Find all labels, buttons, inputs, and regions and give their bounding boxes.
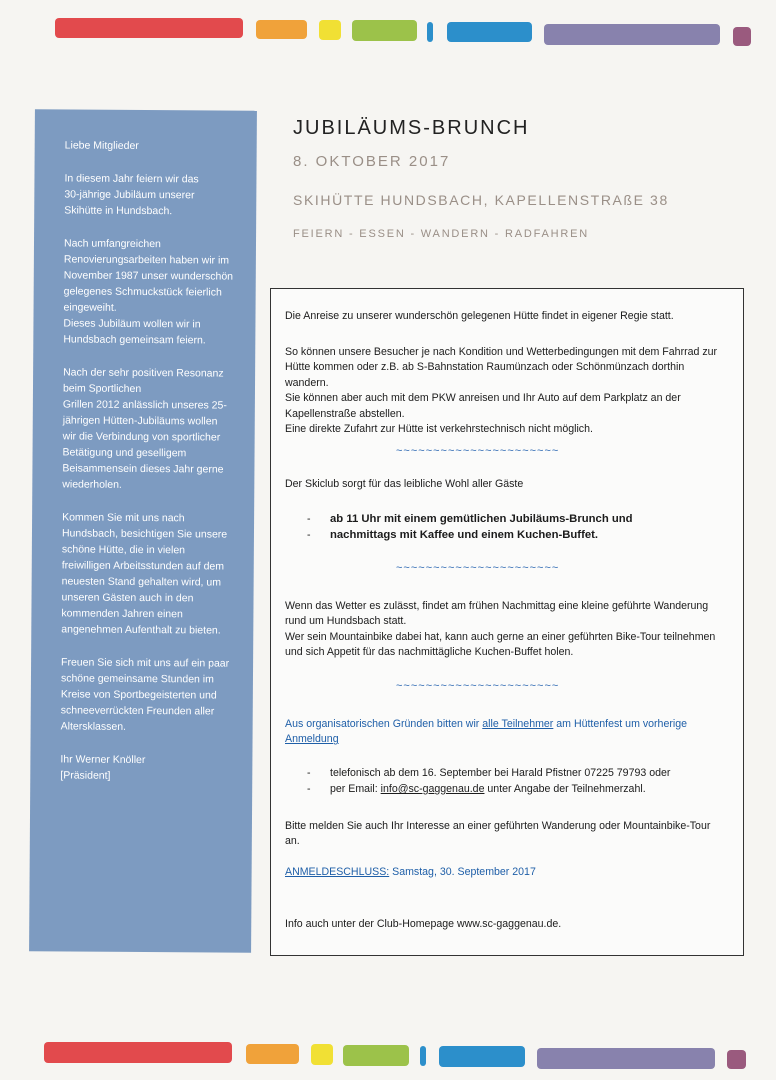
sidebar-paragraph: Freuen Sie sich mit uns auf ein paar schöne gemeinsame Stunden im Kreise von Sportbegeisterten und schneeverrückten Freunden aller Altersklassen.: [60, 656, 230, 733]
email-note: unter Angabe der Teilnehmerzahl.: [484, 783, 646, 795]
page-title: JUBILÄUMS-BRUNCH: [293, 117, 530, 139]
info-box: [270, 288, 744, 956]
registration-text: am Hüttenfest um vorherige: [553, 718, 688, 730]
sidebar-paragraph: Nach umfangreichen Renovierungsarbeiten haben wir im November 1987 unser wunderschön gelegenes Schmuckstück feierlich eingeweiht. Dieses Jubiläum wollen wir in Hundsbach gemeinsam feiern.: [63, 237, 234, 347]
brunch-item: ab 11 Uhr mit einem gemütlichen Jubiläums-Brunch und: [330, 513, 633, 525]
top-stripe-yellow: [319, 20, 341, 40]
deadline-value: Samstag, 30. September 2017: [389, 866, 536, 878]
bottom-stripe-tick: [420, 1046, 426, 1066]
bottom-stripe-red: [44, 1042, 232, 1063]
divider: ~~~~~~~~~~~~~~~~~~~~~~: [396, 680, 560, 692]
deadline: [285, 865, 725, 880]
top-stripe-orange: [256, 20, 307, 39]
sidebar-paragraph: Nach der sehr positiven Resonanz beim Sportlichen Grillen 2012 anlässlich unseres 25- jährigen Hütten-Jubiläums wollen wir die Verbindung von sportlicher Betätigung und geselligem Beisammensein dieses Jahr gerne wiederholen.: [62, 366, 227, 491]
deadline-label: ANMELDESCHLUSS:: [285, 866, 390, 878]
top-stripe-green: [352, 20, 417, 41]
top-stripe-blue: [447, 22, 532, 42]
bottom-stripe-orange: [246, 1044, 299, 1064]
top-stripe-lilac: [544, 24, 720, 45]
top-stripe-plum: [733, 27, 751, 46]
bottom-stripe-blue: [439, 1046, 525, 1067]
registration-word: Anmeldung: [285, 733, 339, 746]
homepage-text: Info auch unter der Club-Homepage www.sc-gaggenau.de.: [285, 918, 562, 930]
sidebar-paragraph: Kommen Sie mit uns nach Hundsbach, besichtigen Sie unsere schöne Hütte, die in vielen freiwilligen Arbeitsstunden auf dem neuesten Stand gehalten wird, um unseren Gästen auch in den kommenden Jahren einen angenehmen Aufenthalt zu bieten.: [61, 511, 228, 637]
sidebar-greeting: Liebe Mitglieder: [64, 139, 139, 152]
all-participants-text: alle Teilnehmer: [482, 718, 554, 730]
sidebar-letter: [29, 109, 257, 953]
catering-text: Der Skiclub sorgt für das leibliche Wohl aller Gäste: [285, 478, 524, 490]
sidebar-signature: Ihr Werner Knöller [Präsident]: [60, 753, 146, 782]
registration-request: [285, 717, 725, 748]
registration-text: Aus organisatorischen Gründen bitten wir: [285, 718, 483, 730]
top-stripe-tick: [427, 22, 433, 42]
coffee-item: nachmittags mit Kaffee und einem Kuchen-Buffet.: [330, 529, 599, 541]
email-label: per Email:: [330, 783, 381, 795]
email-link[interactable]: info@sc-gaggenau.de: [380, 783, 485, 795]
list-item: - per Email: info@sc-gaggenau.de unter Angabe der Teilnehmerzahl.: [307, 783, 646, 795]
arrival-text: Die Anreise zu unserer wunderschön gelegenen Hütte findet in eigener Regie statt.: [285, 310, 674, 322]
divider: ~~~~~~~~~~~~~~~~~~~~~~: [396, 562, 560, 574]
list-item: - telefonisch ab dem 16. September bei Harald Pfistner 07225 79793 oder: [307, 767, 671, 779]
list-item: - nachmittags mit Kaffee und einem Kuchen-Buffet.: [307, 529, 599, 541]
bottom-stripe-lilac: [537, 1048, 715, 1069]
event-location: SKIHÜTTE HUNDSBACH, KAPELLENSTRAßE 38: [293, 192, 669, 208]
event-tagline: FEIERN - ESSEN - WANDERN - RADFAHREN: [293, 228, 590, 240]
bottom-stripe-plum: [727, 1050, 746, 1069]
top-stripe-red: [55, 18, 243, 38]
phone-registration: telefonisch ab dem 16. September bei Harald Pfistner 07225 79793 oder: [330, 767, 671, 779]
sidebar-paragraph: In diesem Jahr feiern wir das 30-jährige Jubiläum unserer Skihütte in Hundsbach.: [64, 172, 199, 218]
divider: ~~~~~~~~~~~~~~~~~~~~~~: [396, 445, 560, 457]
bottom-stripe-green: [343, 1045, 409, 1066]
event-date: 8. OKTOBER 2017: [293, 153, 451, 170]
interest-text: Bitte melden Sie auch Ihr Interesse an einer geführten Wanderung oder Mountainbike-Tour an.: [285, 820, 711, 848]
list-item: - ab 11 Uhr mit einem gemütlichen Jubiläums-Brunch und: [307, 513, 633, 525]
travel-options-text: So können unsere Besucher je nach Kondition und Wetterbedingungen mit dem Fahrrad zur Hütte kommen oder z.B. ab S-Bahnstation Raumünzach oder Schönmünzach dorthin wandern. Sie können aber auch mit dem PKW anreisen und Ihr Auto auf dem Parkplatz an der Kapellenstraße abstellen. Eine direkte Zufahrt zur Hütte ist verkehrstechnisch nicht möglich.: [285, 346, 718, 436]
bottom-stripe-yellow: [311, 1044, 333, 1065]
activities-text: Wenn das Wetter es zulässt, findet am frühen Nachmittag eine kleine geführte Wanderung rund um Hundsbach statt. Wer sein Mountainbike dabei hat, kann auch gerne an einer geführten Bike-Tour teilnehmen und sich Appetit für das nachmittägliche Kuchen-Buffet holen.: [285, 600, 716, 659]
